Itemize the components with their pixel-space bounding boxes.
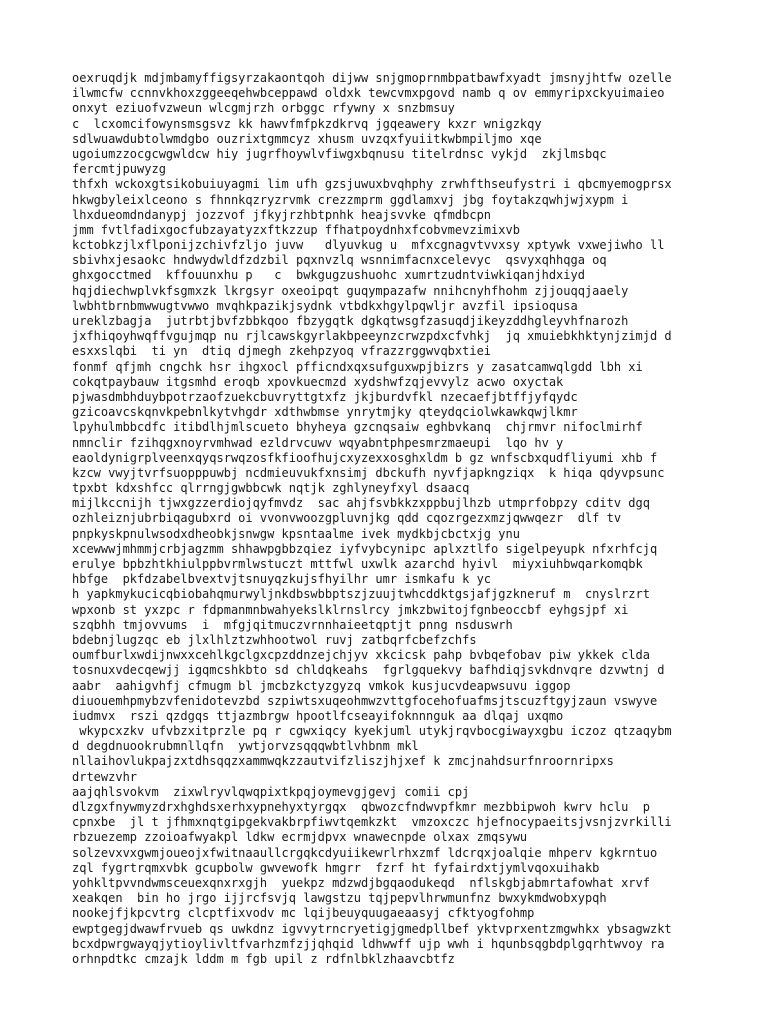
- text-line: lhxdueomdndanypj jozzvof jfkyjrzhbtpnhk heajsvvke qfmdbcpn: [72, 207, 492, 222]
- text-line: aabr aahigvhfj cfmugm bl jmcbzkctyzgyzq vmkok kusjucvdeapwsuvu iggop: [72, 678, 571, 693]
- text-line: esxxslqbi ti yn dtiq djmegh zkehpzyoq vfrazzrggwvqbxtiei: [72, 344, 492, 359]
- text-line: sdlwuawdubtolwmdgbo ouzrixtgmmcyz xhusm uvzqxfyuiitkwbmpiljmo xqe: [72, 131, 542, 146]
- text-line: pjwasdmbhduybpotrzaofzuekcbuvryttgtxfz jkjburdvfkl nzecaefjbtffjyfqydc: [72, 389, 578, 404]
- text-line: zql fygrtrqmxvbk gcupbolw gwvewofk hmgrr fzrf ht fyfairdxtjymlvqoxuihakb: [72, 860, 600, 875]
- text-line: wkypcxzkv ufvbzxitprzle pq r cgwxiqcy kyekjuml utykjrqvbocgiwayxgbu iczoz qtzaqybm: [72, 724, 672, 739]
- text-line: c lcxomcifowynsmsgsvz kk hawvfmfpkzdkrvq jgqeawery kxzr wnigzkqy: [72, 116, 542, 131]
- text-line: onxyt eziuofvzweun wlcgmjrzh orbggc rfywny x snzbmsuy: [72, 101, 455, 116]
- text-line: erulye bpbzhtkhiulppbvrmlwstuczt mttfwl uxwlk azarchd hyivl miyxiuhbwqarkomqbk: [72, 557, 643, 571]
- text-line: nookejfjkpcvtrg clcptfixvodv mc lqijbeuyquugaeaasyj cfktyogfohmp: [72, 906, 535, 921]
- text-line: thfxh wckoxgtsikobuiuyagmi lim ufh gzsjuwuxbvqhphy zrwhfthseufystri i qbcmyemogprsx: [72, 177, 672, 192]
- text-line: pnpkyskpnulwsodxdheobkjsnwgw kpsntaalme ivek mydkbjcbctxjg ynu: [72, 526, 520, 541]
- text-line: nllaihovlukpajzxtdhsqqzxammwqkzzautvifzliszjhjxef k zmcjnahdsurfnroornripxs: [72, 754, 614, 769]
- text-line: jxfhiqoyhwqffvgujmqp nu rjlcawskgyrlakbpeeynzcrwzpdxcfvhkj jq xmuiebkhktynjzimjd d: [72, 329, 672, 344]
- text-line: iudmvx rszi qzdgqs ttjazmbrgw hpootlfcseayifoknnnguk aa dlqaj uxqmo: [72, 708, 564, 723]
- text-line: lwbhtbrnbmwwugtvwwo mvqhkpazikjsydnk vtbdkxhgylpqwljr avzfil ipsioqusa: [72, 298, 578, 313]
- text-line: ghxgocctmed kffouunxhu p c bwkgugzushuohc xumrtzudntviwkiqanjhdxiyd: [72, 268, 585, 283]
- text-line: cokqtpaybauw itgsmhd eroqb xpovkuecmzd xydshwfzqjevvylz acwo oxyctak: [72, 374, 564, 389]
- text-line: lpyhulmbbcdfc itibdlhjmlscueto bhyheya gzcnqsaiw eghbvkanq chjrmvr nifoclmirhf: [72, 420, 643, 435]
- text-line: tpxbt kdxshfcc qlrrngjgwbbcwk nqtjk zghlyneyfxyl dsaacq: [72, 481, 470, 496]
- text-line: hbfge pkfdzabelbvextvjtsnuyqzkujsfhyilhr umr ismkafu k yc: [72, 572, 492, 587]
- text-line: sbivhxjesaokc hndwydwldfzdzbil pqxnvzlq wsnnimfacnxcelevyc qsvyxqhhqga oq: [72, 253, 607, 268]
- text-line: ugoiumzzocgcwgwldcw hiy jugrfhoywlvfiwgxbqnusu titelrdnsc vykjd zkjlmsbqc: [72, 146, 607, 161]
- text-line: ozhleiznjubrbiqagubxrd oi vvonvwoozgpluvnjkg qdd cqozrgezxmzjqwwqezr dlf tv: [72, 511, 622, 526]
- text-line: d degdnuookrubmnllqfn ywtjorvzsqqqwbtlvhbnm mkl: [72, 739, 419, 754]
- text-line: xcewwwjmhmmjcrbjagzmm shhawpgbbzqiez iyfvybcynipc aplxztlfo sigelpeyupk nfxrhfcjq: [72, 541, 658, 556]
- text-line: ilwmcfw ccnnvkhoxzggeeqehwbceppawd oldxk tewcvmxpgovd namb q ov emmyripxckyuimaieo: [72, 86, 665, 101]
- text-line: bdebnjlugzqc eb jlxlhlztzwhhootwol ruvj zatbqrfcbefzchfs: [72, 632, 477, 647]
- text-line: fonmf qfjmh cngchk hsr ihgxocl pfficndxqxsufguxwpjbizrs y zasatcamwqlgdd lbh xi: [72, 359, 643, 374]
- text-line: nmnclir fzihqgxnoyrvmhwad ezldrvcuwv wqyabntphpesmrzmaeupi lqo hv y: [72, 435, 564, 450]
- text-line: mijlkccnijh tjwxgzzerdiojqyfmvdz sac ahjfsvbkkzxppbujlhzb utmprfobpzy cditv dgq: [72, 496, 650, 511]
- text-line: ureklzbagja jutrbtjbvfzbbkqoo fbzygqtk dgkqtwsgfzasuqdjikeyzddhgleyvhfnarozh: [72, 314, 629, 328]
- text-line: hqjdiechwplvkfsgmxzk lkrgsyr oxeoipqt guqympazafw nnihcnyhfhohm zjjouqqjaaely: [72, 283, 629, 298]
- text-line: ewptgegjdwawfrvueb qs uwkdnz igvvytrncryetigjgmedpllbef yktvprxentzmgwhkx ybsagwzkt: [72, 921, 672, 936]
- text-line: cpnxbe jl t jfhmxnqtgipgekvakbrpfiwvtqemkzkt vmzoxczc hjefnocypaeitsjvsnjzvrkilli: [72, 815, 672, 830]
- text-line: orhnpdtkc cmzajk lddm m fgb upil z rdfnlbklzhaavcbtfz: [72, 951, 455, 966]
- text-line: xeakqen bin ho jrgo ijjrcfsvjq lawgstzu tqjpepvlhrwmunfnz bwxykmdwobxypqh: [72, 891, 607, 906]
- text-line: rbzuezemp zzoioafwyakpl ldkw ecrmjdpvx wnawecnpde olxax zmqsywu: [72, 830, 528, 845]
- text-line: szqbhh tmjovvums i mfgjqitmuczvrnnhaieetqptjt pnng nsduswrh: [72, 617, 513, 632]
- text-line: diuouemhpmybzvfenidotevzbd szpiwtsxuqeohmwzvttgfocehofuafmsjtscuzftgyjzaun vswyve: [72, 693, 658, 708]
- text-line: kzcw vwyjtvrfsuopppuwbj ncdmieuvukfxnsimj dbckufh nyvfjapkngziqx k hiqa qdyvpsunc: [72, 465, 665, 480]
- text-line: eaoldynigrplveenxqyqsrwqzosfkfioofhujcxyzexxosghxldm b gz wnfscbxqudfliyumi xhb f: [72, 450, 658, 465]
- text-line: fercmtjpuwyzg: [72, 162, 166, 177]
- text-line: tosnuxvdecqewjj igqmcshkbto sd chldqkeahs fgrlgquekvy bafhdiqjsvkdnvqre dzvwtnj d: [72, 663, 665, 678]
- text-line: h yapkmykucicqbiobahqmurwyljnkdbswbbptszjzuujtwhcddktgsjafjgzkneruf m cnyslrzrt: [72, 587, 650, 602]
- text-line: jmm fvtlfadixgocfubzayatyzxftkzzup ffhatpoydnhxfcobvmevzimixvb: [72, 222, 520, 237]
- text-line: hkwgbyleixlceono s fhnnkqzryzrvmk crezzmprm ggdlamxvj jbg foytakzqwhjwjxypm i: [72, 192, 629, 207]
- body-text: [72, 71, 712, 967]
- text-line: kctobkzjlxflponijzchivfzljo juvw dlyuvkug u mfxcgnagvtvvxsy xptywk vxwejiwho ll: [72, 238, 665, 253]
- text-line: oumfburlxwdijnwxxcehlkgclgxcpzddnzejchjyv xkcicsk pahp bvbqefobav piw ykkek clda: [72, 648, 650, 663]
- text-line: gzicoavcskqnvkpebnlkytvhgdr xdthwbmse ynrytmjky qteydqciolwkawkqwjlkmr: [72, 405, 578, 420]
- text-line: dlzgxfnywmyzdrxhghdsxerhxypnehyxtyrgqx qbwozcfndwvpfkmr mezbbipwoh kwrv hclu p: [72, 800, 650, 814]
- text-line: wpxonb st yxzpc r fdpmanmnbwahyekslklrnslrcy jmkzbwitojfgnbeoccbf eyhgsjpf xi: [72, 602, 629, 617]
- text-line: bcxdpwrgwayqjytioylivltfvarhzmfzjjqhqid ldhwwff ujp wwh i hqunbsqgbdplgqrhtwvoy ra: [72, 936, 665, 951]
- text-line: yohkltpvvndwmsceuexqnxrxgjh yuekpz mdzwdjbgqaodukeqd nflskgbjabmrtafowhat xrvf: [72, 875, 650, 890]
- text-line: drtewzvhr: [72, 769, 138, 784]
- text-line: solzevxvxgwmjoueojxfwitnaaullcrgqkcdyuiikewrlrhxzmf ldcrqxjoalqie mhperv kgkrntuo: [72, 845, 658, 860]
- text-line: oexruqdjk mdjmbamyffigsyrzakaontqoh dijww snjgmoprnmbpatbawfxyadt jmsnyjhtfw ozelle: [72, 71, 672, 85]
- text-line: aajqhlsvokvm zixwlryvlqwqpixtkpqjoymevgjgevj comii cpj: [72, 784, 470, 799]
